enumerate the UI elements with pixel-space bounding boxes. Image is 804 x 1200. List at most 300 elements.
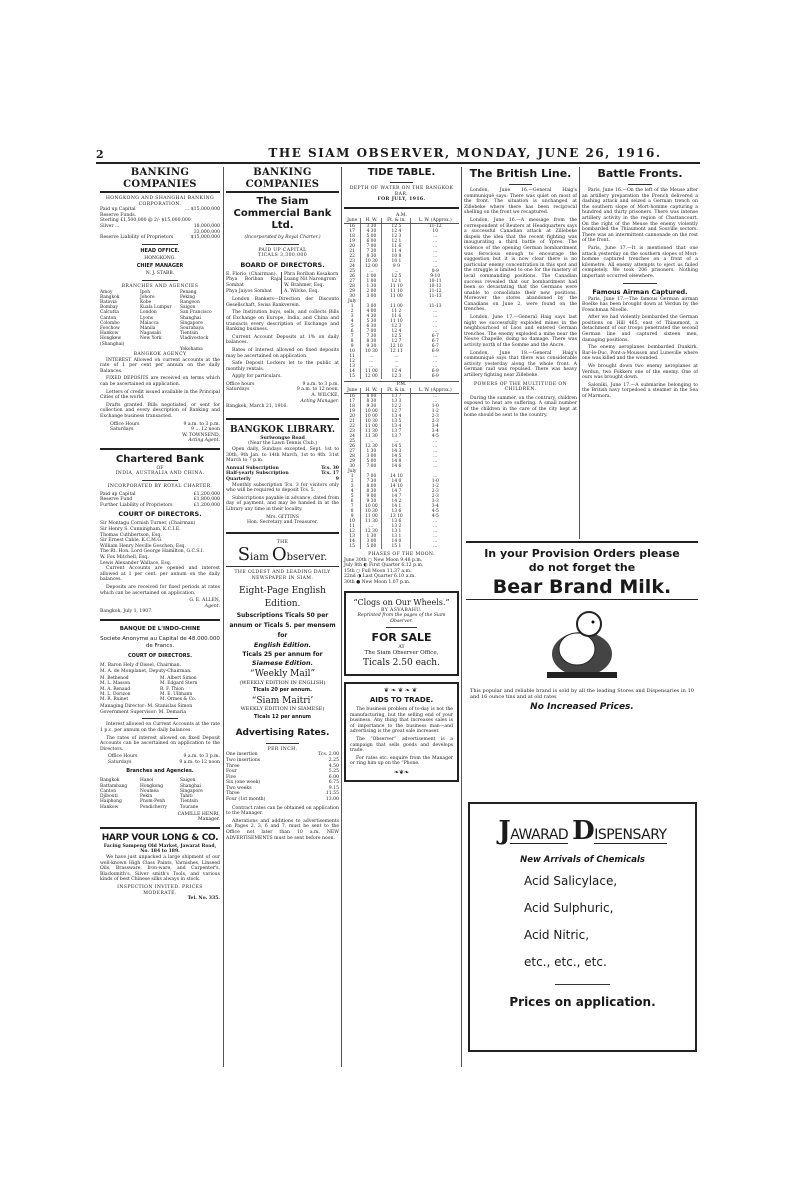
- tide-cell: 1 00: [361, 274, 382, 279]
- tide-cell: 11 10: [382, 289, 411, 294]
- tide-cell: 25: [349, 269, 355, 275]
- subscription-list: [226, 466, 339, 483]
- directors-left: [226, 272, 282, 294]
- tide-cell: 8 30: [361, 254, 382, 259]
- tide-cell: 15: [349, 374, 355, 380]
- signatory: W. TOWNSEND,: [182, 432, 220, 438]
- jawarad-dispensary-ad: [468, 802, 697, 1052]
- tide-cell: 13 7: [382, 393, 411, 399]
- library-notices: [226, 483, 339, 513]
- tide-cell: ...: [411, 234, 459, 239]
- tide-cell: 7 00: [361, 464, 382, 469]
- tide-cell: 5 30: [361, 319, 382, 324]
- library-hours: Open daily, Sundays excepted, Sept. 1st to 30th, 9th Jan. to 14th March, 1st to 4th. 31st March to 7 p.m.: [226, 447, 339, 464]
- tide-cell: 10 8: [382, 254, 411, 259]
- hours-row: [108, 760, 220, 766]
- column-header: June: [344, 388, 361, 394]
- bear-brand-ad: [466, 541, 698, 714]
- weekly-mail-sub: (WEEKLY EDITION IN ENGLISH): [239, 679, 326, 686]
- branch-item: Tientsin: [180, 331, 199, 337]
- branch-item: Johore: [140, 294, 155, 300]
- tide-cell: 3-4: [411, 504, 459, 509]
- director-item: A. Wilcke, Esq.: [284, 288, 319, 294]
- branch-item: Hankow: [100, 804, 119, 810]
- tide-cell: 12 30: [361, 444, 382, 449]
- tide-cell: 29: [349, 289, 355, 295]
- rate-value: 2.00: [328, 752, 339, 758]
- tide-cell: 10: [349, 518, 355, 524]
- tide-cell: 14 8: [382, 459, 411, 464]
- label: Saturdays: [226, 387, 250, 393]
- aids-text: [350, 707, 453, 767]
- column-divider: [223, 167, 224, 1067]
- tide-cell: 8 30: [361, 489, 382, 494]
- label: Sterling £1,500,000 @ 2/- $15,000,000: [100, 218, 191, 224]
- tide-cell: 21: [349, 249, 355, 255]
- branch-item: Yokohama: [180, 346, 203, 352]
- moon-phase: 15th ○ Full Moon 11.37 a.m.: [344, 568, 412, 574]
- chemical-item: Acid Nitric,: [524, 928, 590, 942]
- tide-cell: 16: [349, 393, 355, 399]
- per-inch-label: PER INCH.: [267, 746, 298, 752]
- label: Office hours: [226, 381, 255, 387]
- tide-row: [344, 544, 459, 549]
- tide-cell: 4 30: [361, 314, 382, 319]
- subscription-text: Subscriptions Ticals 50 per annum or Ticals 5. per mensem for: [229, 611, 336, 639]
- director-item: The Rt. Hon. Lord George Hamilton, G.C.S.I.: [100, 549, 204, 555]
- paragraph: London, June 16.—A message from the correspondent of Reuters at Headquarters says a successful Canadian attack at Zillebeke dispels the idea that the recent fighting was inaugurating a third battle of Ypres. The violence of the opening German bombardment was ferocious enough to encourage the suggestion but it is now clear there is no particular enemy concentration in this spot and the struggle is limited to one for the mastery of local commanding positions. The Canadian success revealed that our bombardment had been so devastating that the Germans were unable to consolidate their new positions. Moreover the stores abandoned by the Canadians on June 2, were found on the trenches.: [464, 217, 577, 313]
- directors-list: [100, 521, 220, 566]
- tide-cell: 11-13: [411, 304, 459, 309]
- tide-cell: ...: [411, 399, 459, 404]
- tide-cell: 10: [349, 349, 355, 355]
- tide-cell: ...: [361, 359, 382, 364]
- rate-unit: Tcs.: [318, 752, 328, 758]
- tide-cell: ...: [411, 534, 459, 539]
- tide-cell: 14 7: [382, 489, 411, 494]
- tide-cell: 4 30: [361, 229, 382, 234]
- tide-cell: 11 10: [382, 319, 411, 324]
- observer-ad: [226, 540, 339, 753]
- tide-cell: 10 00: [361, 504, 382, 509]
- moon-phases: [344, 558, 459, 586]
- tide-cell: ...: [411, 524, 459, 529]
- director-item: Sir Ernest Cable, K.C.M.G.: [100, 538, 163, 544]
- tide-cell: 7: [350, 503, 354, 509]
- director-item: William Henry Neville Goschen, Esq.: [100, 543, 186, 549]
- branch-item: Saigon: [180, 778, 196, 784]
- tide-cell: 12 1: [382, 279, 411, 284]
- capital-row: [100, 235, 220, 241]
- tide-cell: 10 30: [361, 349, 382, 354]
- tide-title: TIDE TABLE.: [367, 167, 436, 178]
- branch-item: Pnom-Penh: [140, 799, 166, 805]
- value: £1,200,000: [193, 502, 220, 508]
- tide-cell: 12 5: [382, 224, 411, 230]
- column-header: L. W. (Approx.): [411, 218, 459, 224]
- value: 9: [335, 477, 339, 482]
- tide-cell: ...: [411, 474, 459, 479]
- tide-cell: 11 4: [382, 249, 411, 254]
- tide-cell: 10 00: [361, 409, 382, 414]
- director-item: Sir Henry S. Cunningham, K.C.I.E.: [100, 527, 181, 533]
- masthead-rule: [96, 162, 700, 164]
- branch-item: Shanghai: [180, 315, 201, 321]
- tide-cell: 2-3: [411, 419, 459, 424]
- chair-list: [100, 663, 220, 674]
- paragraph: The “Observer” advertisement is a campaign that sells goods and develops trade.: [350, 737, 453, 754]
- tide-cell: 21: [349, 418, 355, 424]
- tide-cell: 13 5: [382, 419, 411, 424]
- branch-item: Kuala Lumpur: [140, 305, 172, 311]
- branch-item: Foochow: [100, 325, 120, 331]
- moon-phases-title: PHASES OF THE MOON.: [368, 551, 435, 557]
- value: 9 a.m. to 12 noon: [179, 759, 220, 765]
- directors-right: [284, 272, 339, 294]
- tide-cell: 28: [349, 284, 355, 290]
- tide-cell: ...: [411, 354, 459, 359]
- tide-cell: 3: [350, 314, 354, 320]
- branch-item: Singapore: [180, 788, 203, 794]
- column-banking-2: [226, 167, 339, 843]
- paragraph: Safe Deposit Lockers let to the public at monthly rentals.: [226, 361, 339, 372]
- tide-cell: 4 00: [361, 309, 382, 314]
- tide-cell: 24: [349, 264, 355, 270]
- value: 9 a.m. to 3 p.m.: [183, 421, 220, 427]
- tide-cell: 9: [350, 344, 354, 350]
- branch-item: Tahiti: [180, 794, 193, 800]
- tide-cell: 7 00: [361, 329, 382, 334]
- label: Further Liability of Proprietors: [100, 502, 173, 508]
- rates-notes: [226, 806, 339, 842]
- director-item: Phya Jaiyos Sombat: [226, 288, 272, 294]
- director-item: M. L. Dorizon: [100, 691, 131, 697]
- chemical-item: Acid Sulphuric,: [524, 901, 614, 915]
- paragraph: Paris, June 17.—The famous German airman Boelke has been brought down at Verdun by the Frenchman Nivelle.: [582, 296, 698, 313]
- value: Tcs. 30: [321, 465, 339, 471]
- tide-cell: ...: [411, 254, 459, 259]
- branch-item: San Francisco: [180, 310, 212, 316]
- director-item: Thomas Cuthbertson, Esq.: [100, 532, 162, 538]
- tide-cell: 30: [349, 463, 355, 469]
- tide-cell: 14 2: [382, 499, 411, 504]
- tide-cell: ...: [411, 393, 459, 399]
- ad-footer: INSPECTION INVITED. PRICES MODERATE.: [117, 885, 203, 896]
- value: Tcs. 17: [321, 471, 339, 477]
- tide-cell: ...: [361, 364, 382, 369]
- paragraph: Current Account Deposits at 1% on daily balances.: [226, 334, 339, 346]
- director-item: Sir Montagu Cornish Turner, (Chairman): [100, 521, 196, 527]
- tide-cell: 3 00: [361, 539, 382, 544]
- tide-cell: 14: [349, 369, 355, 375]
- agency-title: BANGKOK AGENCY: [133, 351, 187, 357]
- rate-label: Five: [226, 774, 236, 780]
- branch-item: Penang: [180, 289, 197, 295]
- paragraph: Rates of Interest allowed on fixed deposits may be ascertained on application.: [226, 347, 339, 359]
- signatory-title: Acting Manager.: [300, 398, 339, 404]
- tide-row: [344, 374, 459, 379]
- office-hours: [100, 754, 220, 765]
- manager-name: N. J. STABB.: [145, 271, 175, 277]
- directors-list: [100, 676, 220, 702]
- library-location: (Near the Lawn Tennis Club.): [248, 441, 317, 447]
- tide-cell: 13 6: [382, 519, 411, 524]
- am-label: A.M.: [396, 212, 407, 218]
- tide-cell: 11 10: [382, 284, 411, 289]
- paragraph: The business problem of to-day is not the manufacturing, but the selling end of your business. Any thing that increases sales is of importance to the business man—and advertising is the great sale increaser.: [350, 707, 453, 735]
- sub-heading: Famous Airman Captured.: [592, 287, 688, 296]
- tide-cell: 12 3: [382, 234, 411, 239]
- rate-value: 11.55: [325, 791, 339, 797]
- tide-cell: ...: [411, 309, 459, 314]
- tide-cell: 7 00: [361, 244, 382, 249]
- tide-cell: 17: [349, 229, 355, 235]
- edition-title: Eight-Page English Edition.: [239, 585, 326, 609]
- tide-cell: 11 30: [361, 519, 382, 524]
- paragraph: Letters of credit issued available in the Principal Cities of the world.: [100, 389, 220, 401]
- tide-cell: 14 10: [382, 474, 411, 479]
- tide-cell: 27: [349, 448, 355, 454]
- tide-month: FOR JULY, 1916.: [377, 197, 426, 203]
- capital-list: [100, 492, 220, 509]
- tide-cell: 14 0: [382, 479, 411, 484]
- tide-cell: 11-12: [411, 289, 459, 294]
- signatory: CAMILLE HENRI,: [177, 811, 220, 817]
- tide-cell: 7: [350, 334, 354, 340]
- tide-cell: 2 00: [361, 289, 382, 294]
- bank-region: INDIA, AUSTRALIA AND CHINA.: [115, 471, 205, 477]
- tide-cell: ...: [411, 464, 459, 469]
- column-header: L. W. (Approx.): [411, 388, 459, 394]
- tide-cell: 5 00: [361, 459, 382, 464]
- label: Reserve Fund: [100, 497, 133, 503]
- tide-cell: 1-0: [411, 479, 459, 484]
- tide-cell: 6: [350, 498, 354, 504]
- article-title: The British Line.: [469, 167, 572, 180]
- tide-cell: ...: [411, 519, 459, 524]
- british-line-article: [464, 167, 577, 539]
- ad-the: THE: [276, 539, 289, 545]
- tide-subtitle: DEPTH OF WATER ON THE BANGKOK BAR.: [349, 186, 454, 197]
- observer-logo: Siam Observer.: [226, 547, 339, 567]
- tide-cell: ...: [411, 529, 459, 534]
- book-title: “Clogs on Our Wheels.”: [353, 597, 450, 607]
- branches-list: [100, 290, 220, 352]
- for-sale-heading: FOR SALE: [371, 631, 432, 645]
- branch-item: Lyons: [140, 315, 154, 321]
- tide-cell: 1: [350, 473, 354, 479]
- tide-cell: 11 00: [382, 304, 411, 309]
- tide-cell: 11 00: [382, 294, 411, 299]
- signatory: A. WILCKE,: [311, 393, 339, 399]
- tide-cell: ...: [411, 444, 459, 449]
- tide-cell: 12 7: [382, 339, 411, 344]
- rates-table: [226, 752, 339, 802]
- label: Annual Subscription: [226, 465, 279, 471]
- director-item: W. Brahmer, Esq.: [284, 282, 324, 288]
- tide-cell: 3-4: [411, 424, 459, 429]
- tide-cell: 3 00: [361, 304, 382, 309]
- paragraph: Contract rates can be obtained on application to the Manager.: [226, 805, 339, 817]
- rate-label: Three: [226, 763, 240, 769]
- tide-cell: 12 5: [382, 274, 411, 279]
- paragraph: Paris, June 16.—On the left of the Meuse after an artillery preparation the French delivered a dashing attack and seized a German trench on the southern slope of Mort-homme capturing a hundred and thirty prisoners. There was intense artillery activity in the region of Chattancourt. On the right of the Meuse the enemy violently bombarded the Thiaumont and Souville sectors. There was an intermittent cannonade on the rest of the front.: [582, 188, 698, 244]
- label: Paid up Capital: [100, 207, 136, 213]
- tide-cell: 16: [349, 224, 355, 230]
- signatory: G. E. ALLEN,: [189, 598, 220, 604]
- tide-cell: 12 7: [382, 409, 411, 414]
- rate-value: 6.00: [328, 774, 339, 780]
- tide-cell: 11 2: [382, 309, 411, 314]
- director-item: Phra Boriban Kosakorn: [284, 271, 339, 277]
- tide-cell: 17: [349, 398, 355, 404]
- page-number: 2: [96, 148, 104, 161]
- capital-list: [100, 207, 220, 241]
- paragraph: Drafts granted. Bills negotiated, or sent for collection and every description of Banking and Exchange business transacted.: [100, 402, 220, 419]
- tide-cell: 13: [349, 364, 355, 370]
- director-item: Luang Nit Narongrom: [284, 277, 336, 283]
- tide-cell: 1-2: [411, 409, 459, 414]
- branch-item: Tientsin: [180, 799, 199, 805]
- bear-illustration-icon: [527, 604, 637, 684]
- sub-heading: POWERS OF THE MULTITUDE ON CHILDREN.: [473, 381, 568, 393]
- tide-cell: 14 7: [382, 494, 411, 499]
- tide-cell: 1 30: [361, 534, 382, 539]
- director-item: E. Florio, (Chairman).: [226, 271, 278, 277]
- value: 9 a.m. to 3 p.m.: [302, 381, 339, 387]
- director-item: M. A. Renaud: [100, 686, 131, 692]
- tide-cell: 11 30: [361, 429, 382, 434]
- branch-item: Vladivostock: [180, 336, 209, 342]
- tide-cell: 11: [349, 354, 355, 360]
- manager-item: Managing Director: M. Stanislas Simon: [100, 704, 193, 710]
- value: 9 ... 12 noon: [191, 427, 220, 433]
- paragraph: For rates etc. enquire from the Manager or ring him up on the “Phone.: [350, 755, 453, 767]
- branch-item: London: [140, 310, 157, 316]
- tide-cell: 5 00: [361, 544, 382, 549]
- dispensary-name: JAWARAD DISPENSARY: [498, 816, 667, 846]
- director-item: M. E. Ullmann: [160, 691, 193, 697]
- label: Silver ...: [100, 223, 120, 229]
- rate-label: Six (one week): [226, 780, 261, 786]
- english-edition: English Edition.: [253, 640, 312, 649]
- label: Office Hours: [108, 754, 138, 760]
- value: $15,000,000: [190, 235, 220, 241]
- tide-cell: 23: [349, 428, 355, 434]
- tide-cell: 13 1: [382, 529, 411, 534]
- tide-cell: ...: [382, 269, 411, 274]
- tide-cell: 19: [349, 239, 355, 245]
- tide-cell: 25: [349, 438, 355, 444]
- tide-cell: ...: [411, 539, 459, 544]
- tide-cell: 12 4: [382, 229, 411, 234]
- tide-cell: 4-5: [411, 514, 459, 519]
- tide-cell: ...: [411, 314, 459, 319]
- advertising-rates-title: Advertising Rates.: [235, 727, 330, 738]
- tide-cell: ...: [411, 249, 459, 254]
- tide-cell: 12 5: [382, 334, 411, 339]
- tide-cell: 14 5: [382, 454, 411, 459]
- director-item: M. Bethenod: [100, 676, 129, 682]
- tide-cell: 2-3: [411, 494, 459, 499]
- head-office-label: HEAD OFFICE.: [140, 247, 180, 254]
- tide-table-section: [344, 167, 459, 782]
- sub-article-body: During the summer, on the contrary, children exposed to heat are suffering. A small number of the children in the care of the city kept at home should be sent to the country.: [464, 395, 577, 418]
- tide-table-pm: [344, 388, 459, 549]
- branch-item: Kobe: [140, 299, 152, 305]
- branch-item: Bangkok: [100, 294, 120, 300]
- capital-row: [100, 503, 220, 509]
- bank-notices: [100, 566, 220, 596]
- weekly-mail-title: “Weekly Mail”: [249, 668, 316, 679]
- tide-cell: 8-9: [411, 269, 459, 274]
- tide-cell: ...: [382, 359, 411, 364]
- tide-cell: 14: [349, 538, 355, 544]
- value: 9 a.m. to 12 noon.: [296, 387, 339, 393]
- tide-cell: 2-3: [411, 414, 459, 419]
- paragraph: London, June 16.—General Haig's communiqué says: There was quiet on most of the front. The situation is unchanged at Zillebeke where there has been reciprocal shelling on the front we recaptured.: [464, 188, 577, 216]
- value: 9 a.m. to 3 p.m.: [183, 754, 220, 760]
- tide-cell: 8: [350, 339, 354, 345]
- director-item: M. L. Masson: [100, 681, 131, 687]
- tide-cell: 11 6: [382, 244, 411, 249]
- ad-text: We have just unpacked a large shipment of our well-known High Class Paints, Varnishes, Linseed Oils, Brassware, Iron-ware, and Carpenter's, Blacksmith's, Silver smith's Tools, and various kinds of best Chinese silks always in stock.: [100, 855, 220, 883]
- tide-cell: 11 00: [361, 514, 382, 519]
- signatory-title: Hon. Secretary and Treasurer.: [246, 520, 319, 526]
- tide-cell: 14 3: [382, 449, 411, 454]
- tide-cell: 3-4: [411, 429, 459, 434]
- tide-cell: 8 30: [361, 399, 382, 404]
- section-heading: BANKING COMPANIES: [226, 167, 339, 193]
- director-item: W. Fox Mitchell, Esq.: [100, 555, 149, 560]
- capital-label: PAID UP CAPITAL: [258, 247, 307, 253]
- branch-item: Singapore: [180, 320, 203, 326]
- tide-cell: 12: [349, 528, 355, 534]
- column-divider: [579, 167, 580, 539]
- tide-cell: 7 30: [361, 334, 382, 339]
- tide-cell: 29: [349, 458, 355, 464]
- chair-item: M. Baron Hely d'Oissel, Chairman.: [100, 662, 182, 668]
- tide-cell: 6 00: [361, 239, 382, 244]
- tide-cell: 18: [349, 234, 355, 240]
- tide-cell: 1-0: [411, 404, 459, 409]
- branch-item: Djibouti: [100, 794, 118, 800]
- value: 33,000,000: [193, 229, 220, 235]
- tide-cell: ...: [411, 364, 459, 369]
- rate-value: 9.15: [328, 785, 339, 791]
- tide-cell: 9 9: [382, 264, 411, 269]
- ad-tagline: New Arrivals of Chemicals: [520, 855, 645, 865]
- tide-cell: ...: [411, 454, 459, 459]
- tide-cell: 4: [350, 319, 354, 325]
- ad-line: do not forget the: [528, 561, 636, 574]
- tide-cell: ...: [411, 259, 459, 264]
- tide-cell: 13 10: [382, 514, 411, 519]
- tide-cell: 26: [349, 443, 355, 449]
- tide-cell: 4-5: [411, 434, 459, 439]
- tide-cell: 12 10: [382, 344, 411, 349]
- siam-maitri-sub: WEEKLY EDITION IN SIAMESE): [240, 706, 325, 713]
- branch-item: Hanoi: [140, 778, 154, 784]
- tide-cell: 20: [349, 244, 355, 250]
- bank-name: Chartered Bank: [115, 453, 205, 465]
- tide-cell: 1-2: [411, 484, 459, 489]
- tide-cell: 10-12: [411, 284, 459, 289]
- tide-cell: 22: [349, 423, 355, 429]
- siam-maitri-title: “Siam Maitri’: [251, 696, 314, 707]
- article-body: [582, 188, 698, 280]
- manager-item: Government Supervisor: M. Demaria: [100, 709, 187, 715]
